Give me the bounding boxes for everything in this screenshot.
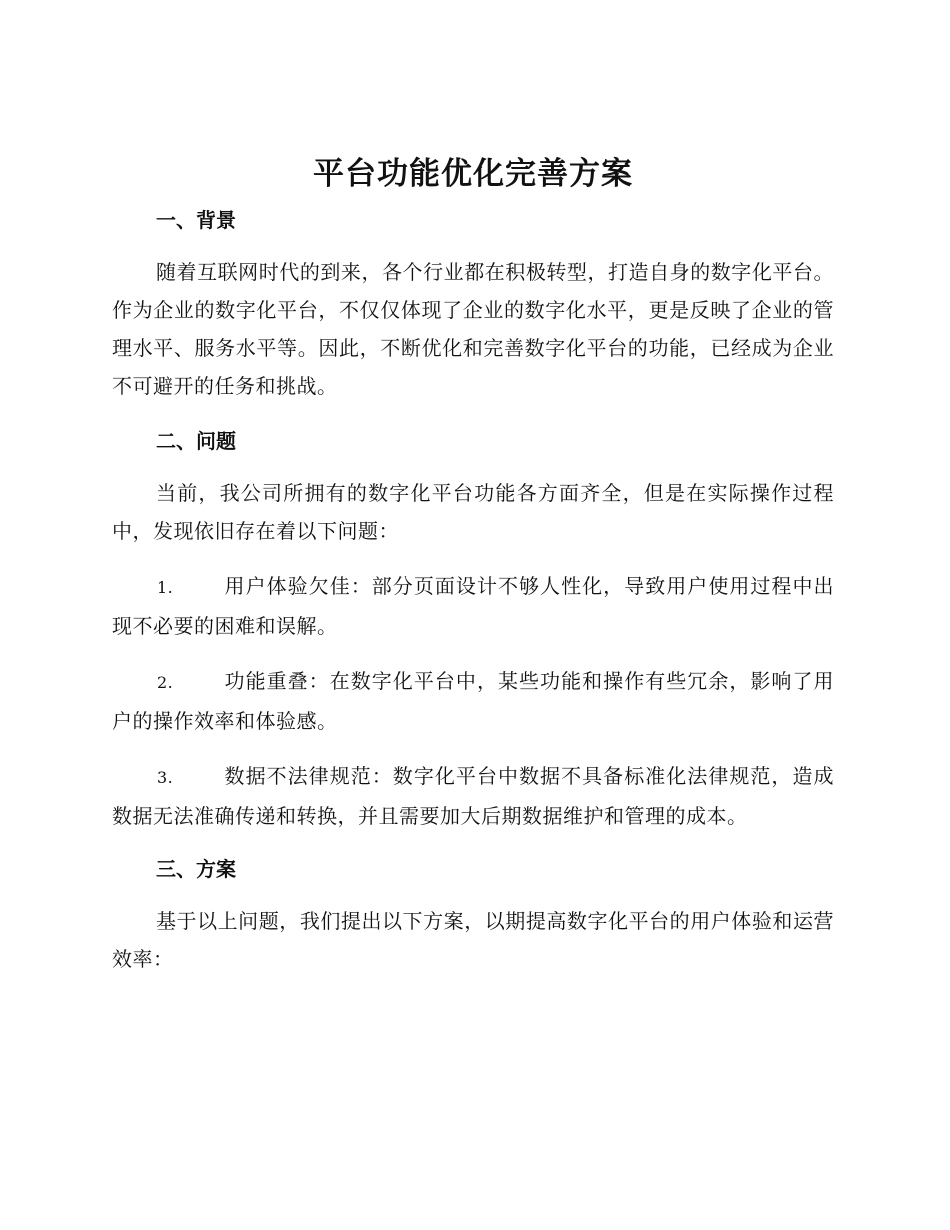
section-heading-problems: 二、问题 <box>156 429 236 453</box>
list-item <box>112 567 834 645</box>
list-item <box>112 757 834 835</box>
list-item <box>112 662 834 740</box>
list-item-text: 数据不法律规范：数字化平台中数据不具备标准化法律规范，造成数据无法准确传递和转换，并且需要加大后期数据维护和管理的成本。 <box>112 764 834 828</box>
list-item-text: 功能重叠：在数字化平台中，某些功能和操作有些冗余，影响了用户的操作效率和体验感。 <box>112 669 834 733</box>
section-heading-background: 一、背景 <box>156 208 236 232</box>
list-item-text: 用户体验欠佳：部分页面设计不够人性化，导致用户使用过程中出现不必要的困难和误解。 <box>112 574 834 638</box>
list-item-number: 1. <box>157 578 174 597</box>
document-title: 平台功能优化完善方案 <box>313 156 633 192</box>
section-heading-solution: 三、方案 <box>156 857 236 881</box>
list-item-number: 3. <box>157 768 174 787</box>
document-body <box>112 150 834 978</box>
list-item-number: 2. <box>157 673 174 692</box>
problems-paragraph: 当前，我公司所拥有的数字化平台功能各方面齐全，但是在实际操作过程中，发现依旧存在着以下问题： <box>112 481 834 543</box>
background-paragraph: 随着互联网时代的到来，各个行业都在积极转型，打造自身的数字化平台。作为企业的数字化平台，不仅仅体现了企业的数字化水平，更是反映了企业的管理水平、服务水平等。因此，不断优化和完善数字化平台的功能，已经成为企业不可避开的任务和挑战。 <box>112 260 834 398</box>
solution-paragraph: 基于以上问题，我们提出以下方案，以期提高数字化平台的用户体验和运营效率： <box>112 909 834 971</box>
